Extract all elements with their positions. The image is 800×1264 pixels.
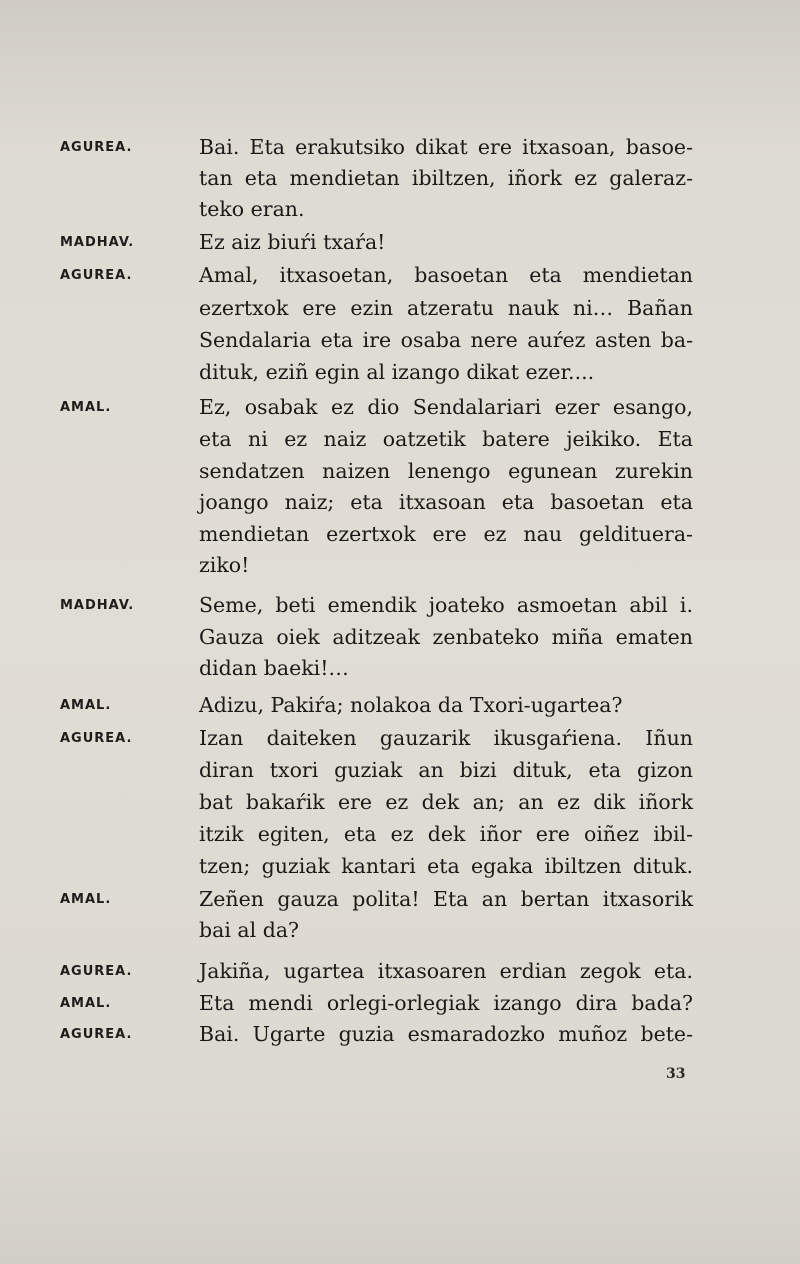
speaker-label: AMAL. [60, 698, 112, 713]
dialogue-text: ziko! [199, 553, 250, 577]
dialogue-text: sendatzen naizen lenengo egunean zurekin [199, 459, 693, 483]
dialogue-line [0, 915, 800, 946]
dialogue-line [0, 723, 800, 754]
dialogue-line [0, 163, 800, 194]
dialogue-line [0, 392, 800, 423]
speaker-label: AMAL. [60, 400, 112, 415]
page-number: 33 [666, 1066, 686, 1082]
dialogue-line [0, 424, 800, 455]
dialogue-text: Eta mendi orlegi-orlegiak izango dira bada? [199, 991, 693, 1015]
dialogue-line [0, 487, 800, 518]
speaker-label: AGUREA. [60, 731, 133, 746]
dialogue-text: didan baeki!… [199, 656, 349, 680]
dialogue-text: tzen; guziak kantari eta egaka ibiltzen dituk. [199, 854, 693, 878]
dialogue-line [0, 1019, 800, 1050]
dialogue-line [0, 519, 800, 550]
dialogue-text: Bai. Eta erakutsiko dikat ere itxasoan, basoe- [199, 135, 693, 159]
speaker-label: AGUREA. [60, 268, 133, 283]
dialogue-text: Jakiña, ugartea itxasoaren erdian zegok eta. [199, 959, 693, 983]
dialogue-line [0, 622, 800, 653]
dialogue-line [0, 357, 800, 388]
speaker-label: AGUREA. [60, 140, 133, 155]
dialogue-text: Sendalaria eta ire osaba nere auŕez asten ba- [199, 328, 693, 352]
dialogue-text: Ez, osabak ez dio Sendalariari ezer esango, [199, 395, 693, 419]
dialogue-text: eta ni ez naiz oatzetik batere jeikiko. Eta [199, 427, 693, 451]
dialogue-line [0, 456, 800, 487]
speaker-label: AMAL. [60, 996, 112, 1011]
dialogue-text: bat bakaŕik ere ez dek an; an ez dik iñork [199, 790, 693, 814]
dialogue-line [0, 550, 800, 581]
dialogue-text: Izan daiteken gauzarik ikusgaŕiena. Iñun [199, 726, 693, 750]
speaker-label: MADHAV. [60, 235, 135, 250]
dialogue-text: ezertxok ere ezin atzeratu nauk ni… Bañan [199, 296, 693, 320]
dialogue-text: tan eta mendietan ibiltzen, iñork ez galeraz- [199, 166, 693, 190]
dialogue-text: Seme, beti emendik joateko asmoetan abil i. [199, 593, 693, 617]
dialogue-line [0, 194, 800, 225]
dialogue-text: dituk, eziñ egin al izango dikat ezer.... [199, 360, 595, 384]
dialogue-line [0, 755, 800, 786]
dialogue-line [0, 227, 800, 258]
dialogue-text: Zeñen gauza polita! Eta an bertan itxasorik [199, 887, 693, 911]
dialogue-line [0, 690, 800, 721]
dialogue-text: Adizu, Pakiŕa; nolakoa da Txori-ugartea? [199, 693, 623, 717]
dialogue-line [0, 653, 800, 684]
dialogue-line [0, 260, 800, 291]
dialogue-line [0, 851, 800, 882]
dialogue-line [0, 787, 800, 818]
dialogue-text: mendietan ezertxok ere ez nau geldituera- [199, 522, 693, 546]
dialogue-text: teko eran. [199, 197, 305, 221]
dialogue-line [0, 132, 800, 163]
dialogue-line [0, 988, 800, 1019]
dialogue-text: Ez aiz biuŕi txaŕa! [199, 230, 386, 254]
dialogue-text: joango naiz; eta itxasoan eta basoetan eta [199, 490, 693, 514]
dialogue-line [0, 884, 800, 915]
dialogue-text: diran txori guziak an bizi dituk, eta gizon [199, 758, 693, 782]
dialogue-line [0, 325, 800, 356]
dialogue-line [0, 293, 800, 324]
speaker-label: AGUREA. [60, 1027, 133, 1042]
speaker-label: AGUREA. [60, 964, 133, 979]
dialogue-text: bai al da? [199, 918, 300, 942]
dialogue-text: Gauza oiek aditzeak zenbateko miña ematen [199, 625, 693, 649]
dialogue-text: Amal, itxasoetan, basoetan eta mendietan [199, 263, 693, 287]
dialogue-line [0, 819, 800, 850]
speaker-label: MADHAV. [60, 598, 135, 613]
dialogue-line [0, 956, 800, 987]
dialogue-text: itzik egiten, eta ez dek iñor ere oiñez ibil- [199, 822, 693, 846]
dialogue-line [0, 590, 800, 621]
dialogue-text: Bai. Ugarte guzia esmaradozko muñoz bete- [199, 1022, 693, 1046]
speaker-label: AMAL. [60, 892, 112, 907]
